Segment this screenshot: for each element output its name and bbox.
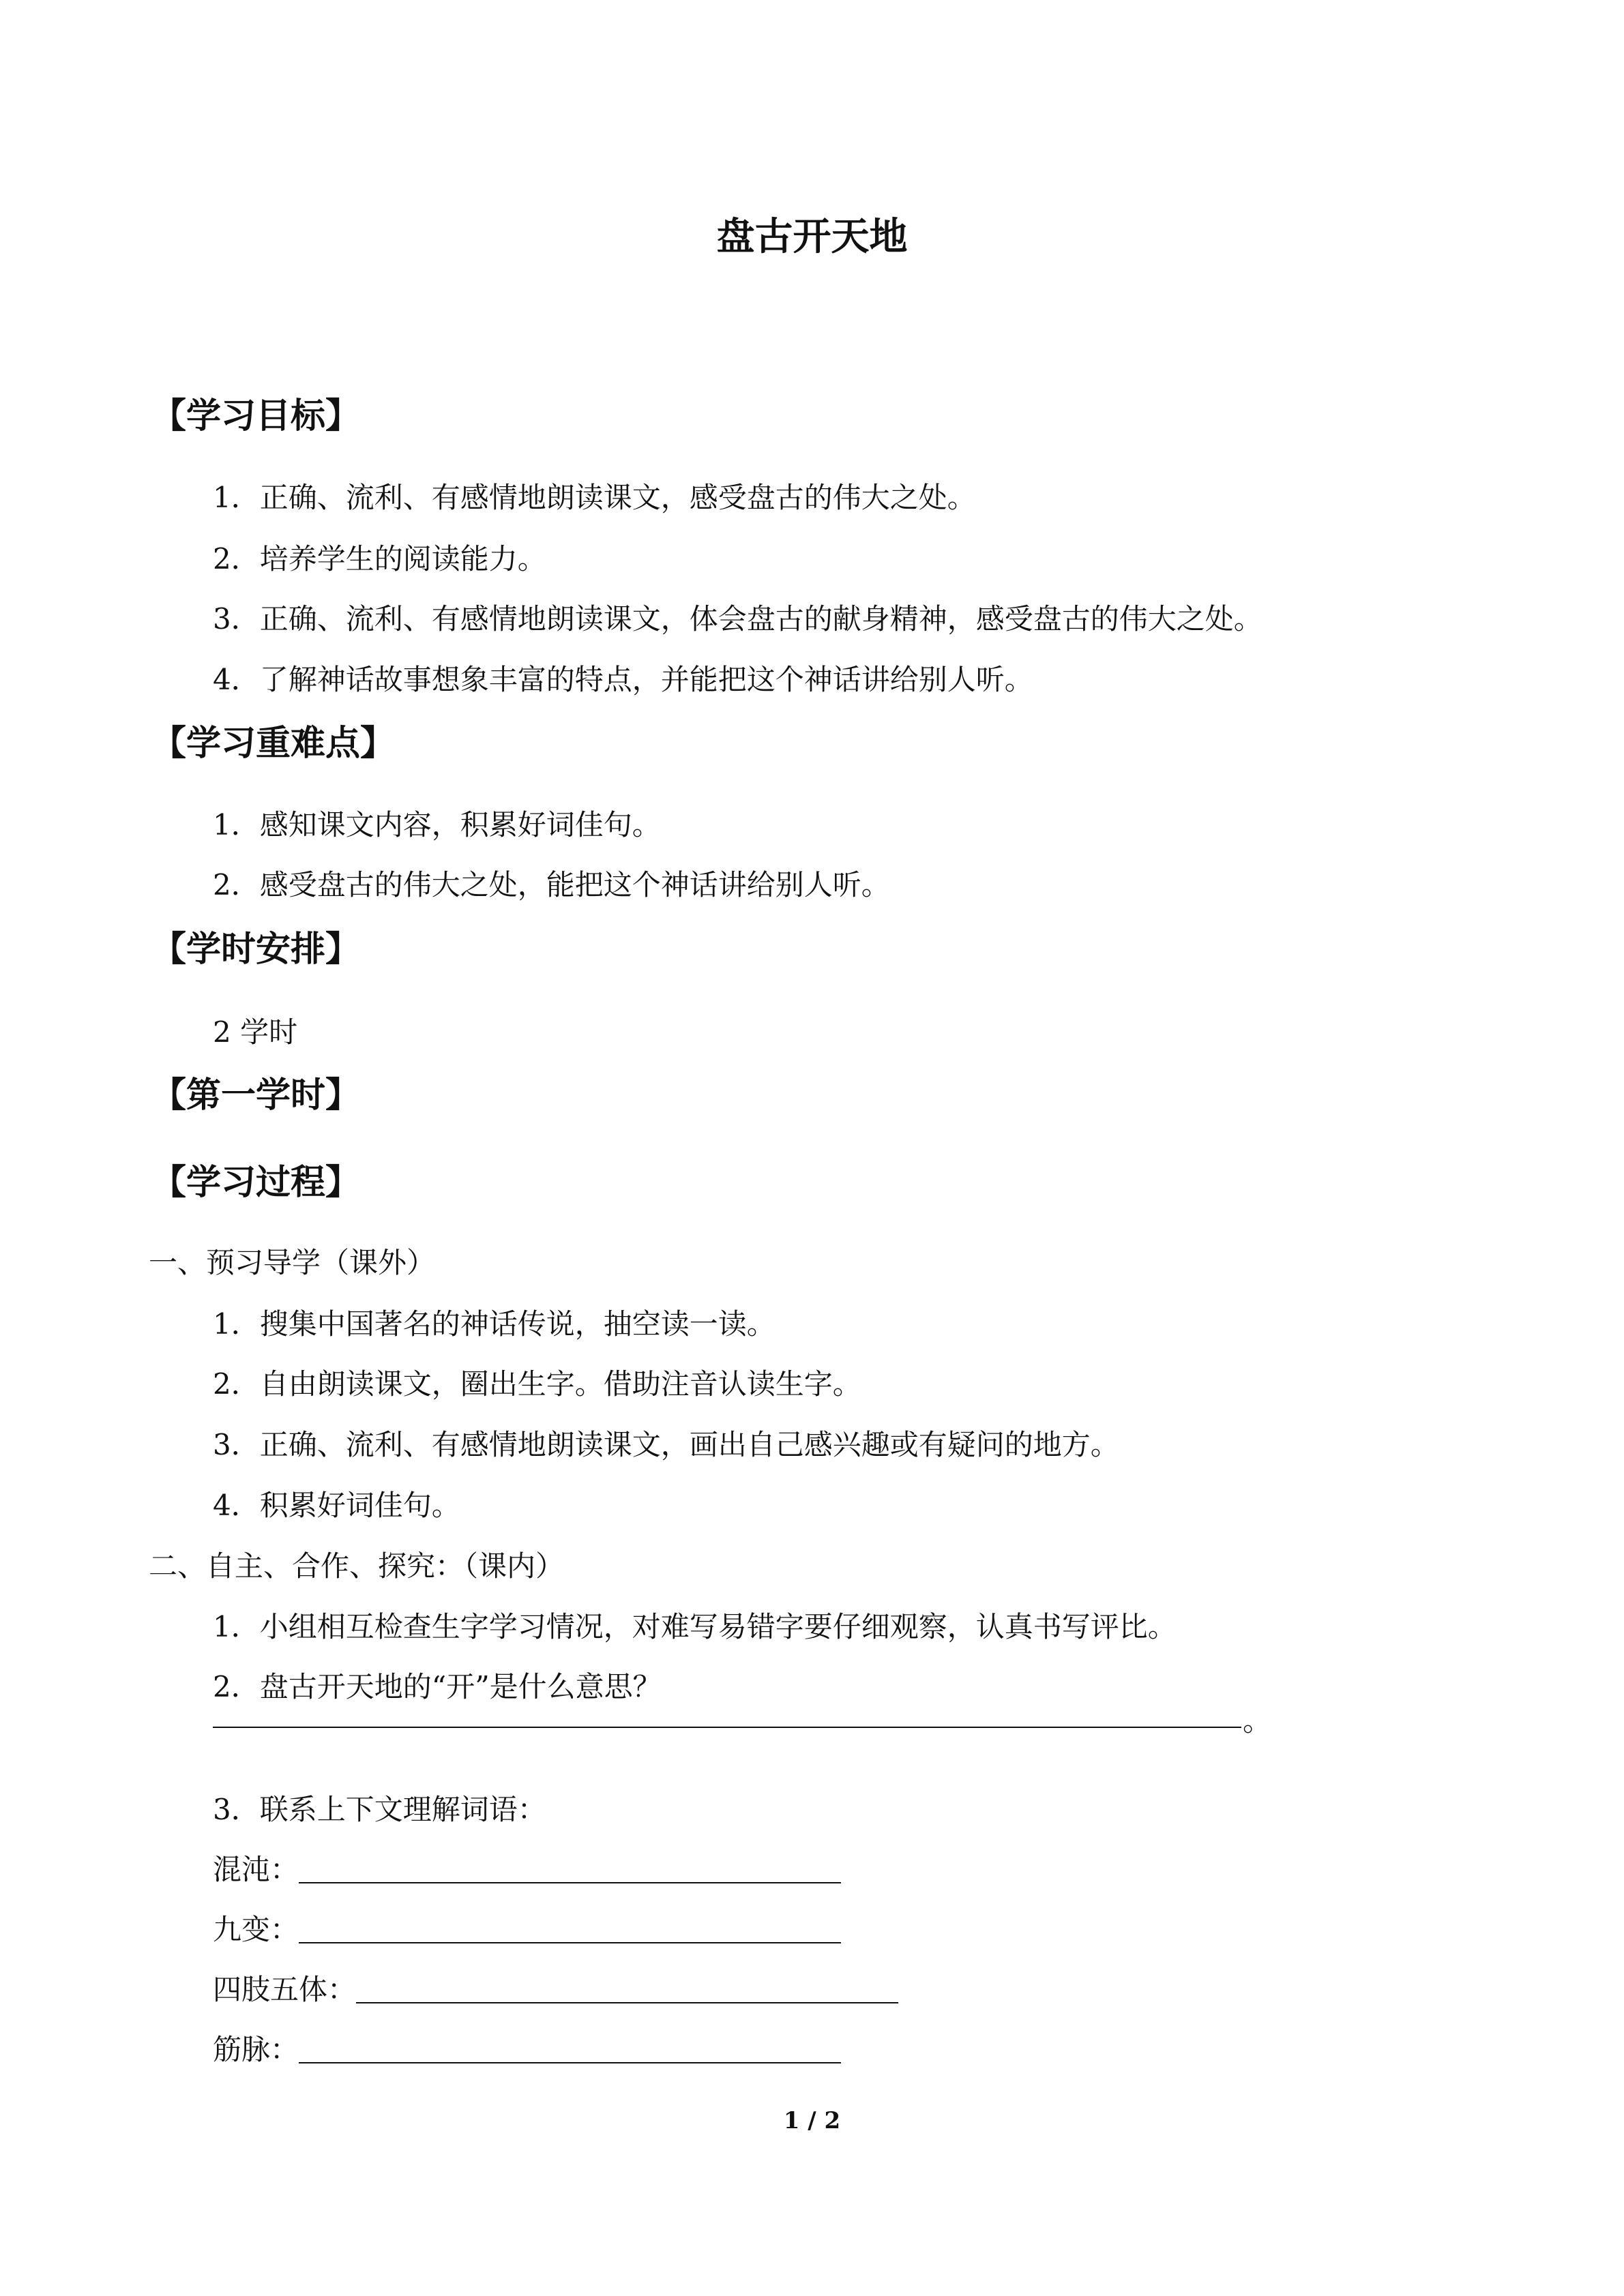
answer-period: 。 [1243,1704,1272,1738]
heading-first-period: 【第一学时】 [151,1075,361,1116]
heading-schedule: 【学时安排】 [151,929,361,970]
vocab-row-sizhiwuti [213,1969,898,2010]
vocab-row-hundun [213,1849,841,1890]
part2-item-3: 3．联系上下文理解词语： [213,1793,546,1826]
goal-item-3: 3．正确、流利、有感情地朗读课文，体会盘古的献身精神，感受盘古的伟大之处。 [213,602,1263,636]
schedule-text: 2 学时 [213,1015,298,1049]
goal-item-4: 4．了解神话故事想象丰富的特点，并能把这个神话讲给别人听。 [213,663,1033,696]
key-point-item-2: 2．感受盘古的伟大之处，能把这个神话讲给别人听。 [213,868,890,901]
part1-item-2: 2．自由朗读课文，圈出生字。借助注音认读生字。 [213,1367,861,1401]
part2-item-1: 1．小组相互检查生字学习情况，对难写易错字要仔细观察，认真书写评比。 [213,1610,1177,1643]
part2-item-2: 2．盘古开天地的“开”是什么意思？ [213,1670,662,1703]
process-part1-title: 一、预习导学（课外） [149,1246,436,1279]
vocab-row-jiubian [213,1909,841,1950]
vocab-label-sizhiwuti: 四肢五体： [213,1973,357,2006]
part1-item-3: 3．正确、流利、有感情地朗读课文，画出自己感兴趣或有疑问的地方。 [213,1428,1119,1461]
vocab-blank-jiubian[interactable] [299,1942,841,1943]
vocab-blank-hundun[interactable] [299,1882,841,1883]
answer-blank-line[interactable] [213,1727,1241,1728]
heading-key-points: 【学习重难点】 [151,724,396,764]
goal-item-1: 1．正确、流利、有感情地朗读课文，感受盘古的伟大之处。 [213,481,976,514]
key-point-item-1: 1．感知课文内容，积累好词佳句。 [213,808,661,841]
part1-item-1: 1．搜集中国著名的神话传说，抽空读一读。 [213,1307,776,1341]
document-title: 盘古开天地 [716,215,908,259]
goal-item-2: 2．培养学生的阅读能力。 [213,542,546,576]
process-part2-title: 二、自主、合作、探究：（课内） [149,1549,565,1583]
heading-learning-goals: 【学习目标】 [151,396,361,436]
page-number: 1 / 2 [783,2107,841,2134]
vocab-label-jinmai: 筋脉： [213,2033,299,2066]
vocab-row-jinmai [213,2029,841,2070]
heading-learning-process: 【学习过程】 [151,1163,361,1203]
vocab-blank-jinmai[interactable] [299,2062,841,2063]
part1-item-4: 4．积累好词佳句。 [213,1489,460,1522]
vocab-label-jiubian: 九变： [213,1913,299,1946]
vocab-label-hundun: 混沌： [213,1853,299,1886]
vocab-blank-sizhiwuti[interactable] [356,2002,898,2003]
